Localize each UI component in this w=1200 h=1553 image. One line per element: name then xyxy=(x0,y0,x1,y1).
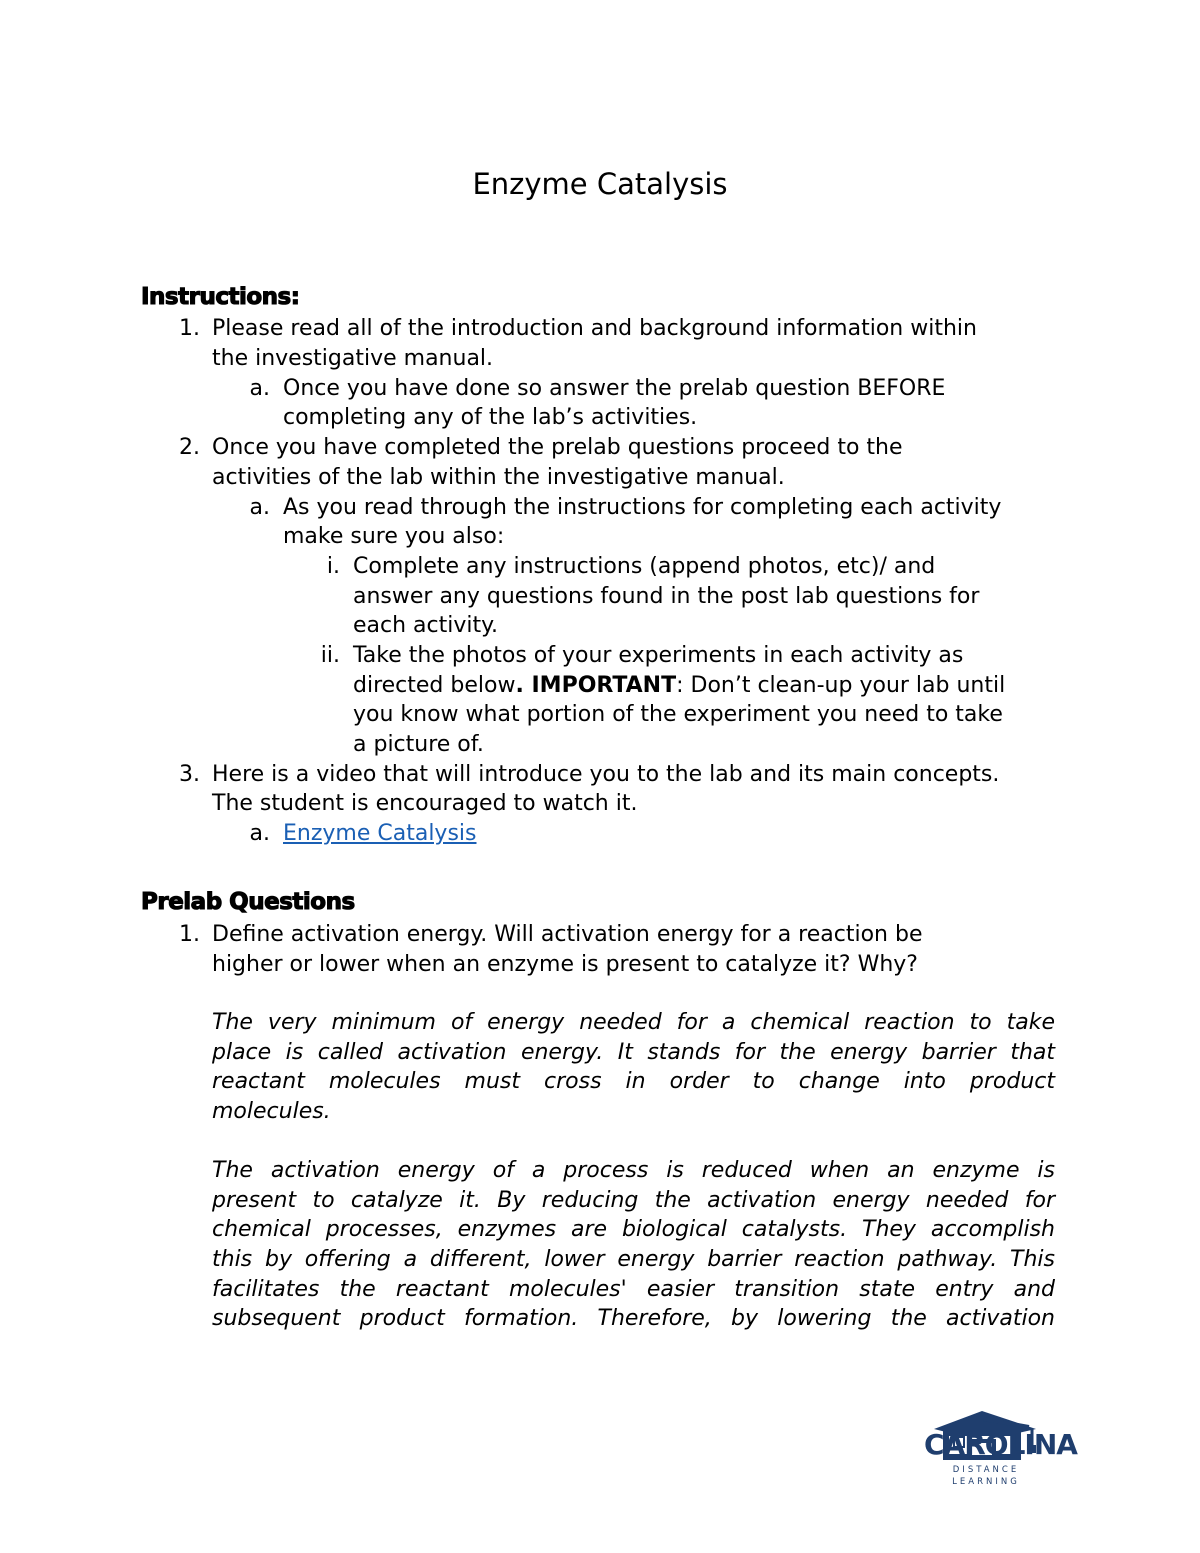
answer-line: reactant molecules must cross in order to change into product xyxy=(212,1069,1055,1094)
list-letter: a. xyxy=(249,495,270,520)
answer-line: present to catalyze it. By reducing the activation energy needed for xyxy=(212,1188,1055,1213)
list-item-text: make sure you also: xyxy=(283,524,505,549)
list-item-text: the investigative manual. xyxy=(212,346,494,371)
list-number: 3. xyxy=(179,762,200,787)
enzyme-catalysis-video-link[interactable]: Enzyme Catalysis xyxy=(283,821,477,846)
question-text: Define activation energy. Will activation energy for a reaction be xyxy=(212,922,923,947)
list-item-text: As you read through the instructions for completing each activity xyxy=(283,495,1002,520)
list-item-text: Please read all of the introduction and background information within xyxy=(212,316,977,341)
answer-line: The activation energy of a process is reduced when an enzyme is xyxy=(212,1158,1055,1183)
list-letter: a. xyxy=(249,376,270,401)
important-label: . IMPORTANT xyxy=(515,673,677,698)
list-letter: a. xyxy=(249,821,270,846)
instructions-heading: Instructions: xyxy=(141,284,300,310)
list-item-text: you know what portion of the experiment you need to take xyxy=(353,702,1003,727)
list-item-text: a picture of. xyxy=(353,732,484,757)
answer-line: chemical processes, enzymes are biological catalysts. They accomplish xyxy=(212,1217,1055,1242)
distance-learning-text: DISTANCE LEARNING xyxy=(952,1465,1020,1487)
answer-line: facilitates the reactant molecules' easier transition state entry and xyxy=(212,1277,1055,1302)
list-item-text: activities of the lab within the investigative manual. xyxy=(212,465,785,490)
list-item-text: Here is a video that will introduce you to the lab and its main concepts. xyxy=(212,762,1000,787)
carolina-logo-text: CAROLINA xyxy=(924,1428,1077,1461)
list-item-text xyxy=(353,671,1005,701)
list-item-text: completing any of the lab’s activities. xyxy=(283,405,698,430)
list-item-text: answer any questions found in the post lab questions for xyxy=(353,584,980,609)
question-text: higher or lower when an enzyme is present to catalyze it? Why? xyxy=(212,952,918,977)
list-number: 2. xyxy=(179,435,200,460)
text-run: directed below xyxy=(353,673,516,698)
answer-line: molecules. xyxy=(212,1099,331,1124)
document-title: Enzyme Catalysis xyxy=(472,167,728,201)
prelab-heading: Prelab Questions xyxy=(141,889,355,915)
list-number: 1. xyxy=(179,316,200,341)
list-item-text: Complete any instructions (append photos, etc)/ and xyxy=(353,554,936,579)
list-roman: ii. xyxy=(320,643,340,668)
list-roman: i. xyxy=(326,554,340,579)
list-number: 1. xyxy=(179,922,200,947)
list-item-text: Once you have done so answer the prelab question BEFORE xyxy=(283,376,946,401)
text-run: : Don’t clean-up your lab until xyxy=(676,673,1006,698)
answer-line: subsequent product formation. Therefore, by lowering the activation xyxy=(212,1306,1055,1331)
list-item-text: each activity. xyxy=(353,613,498,638)
answer-line: The very minimum of energy needed for a chemical reaction to take xyxy=(212,1010,1055,1035)
answer-line: place is called activation energy. It stands for the energy barrier that xyxy=(212,1040,1055,1065)
list-item-text: The student is encouraged to watch it. xyxy=(212,791,638,816)
answer-line: this by offering a different, lower energy barrier reaction pathway. This xyxy=(212,1247,1055,1272)
list-item-text: Once you have completed the prelab questions proceed to the xyxy=(212,435,903,460)
list-item-text: Take the photos of your experiments in each activity as xyxy=(353,643,964,668)
